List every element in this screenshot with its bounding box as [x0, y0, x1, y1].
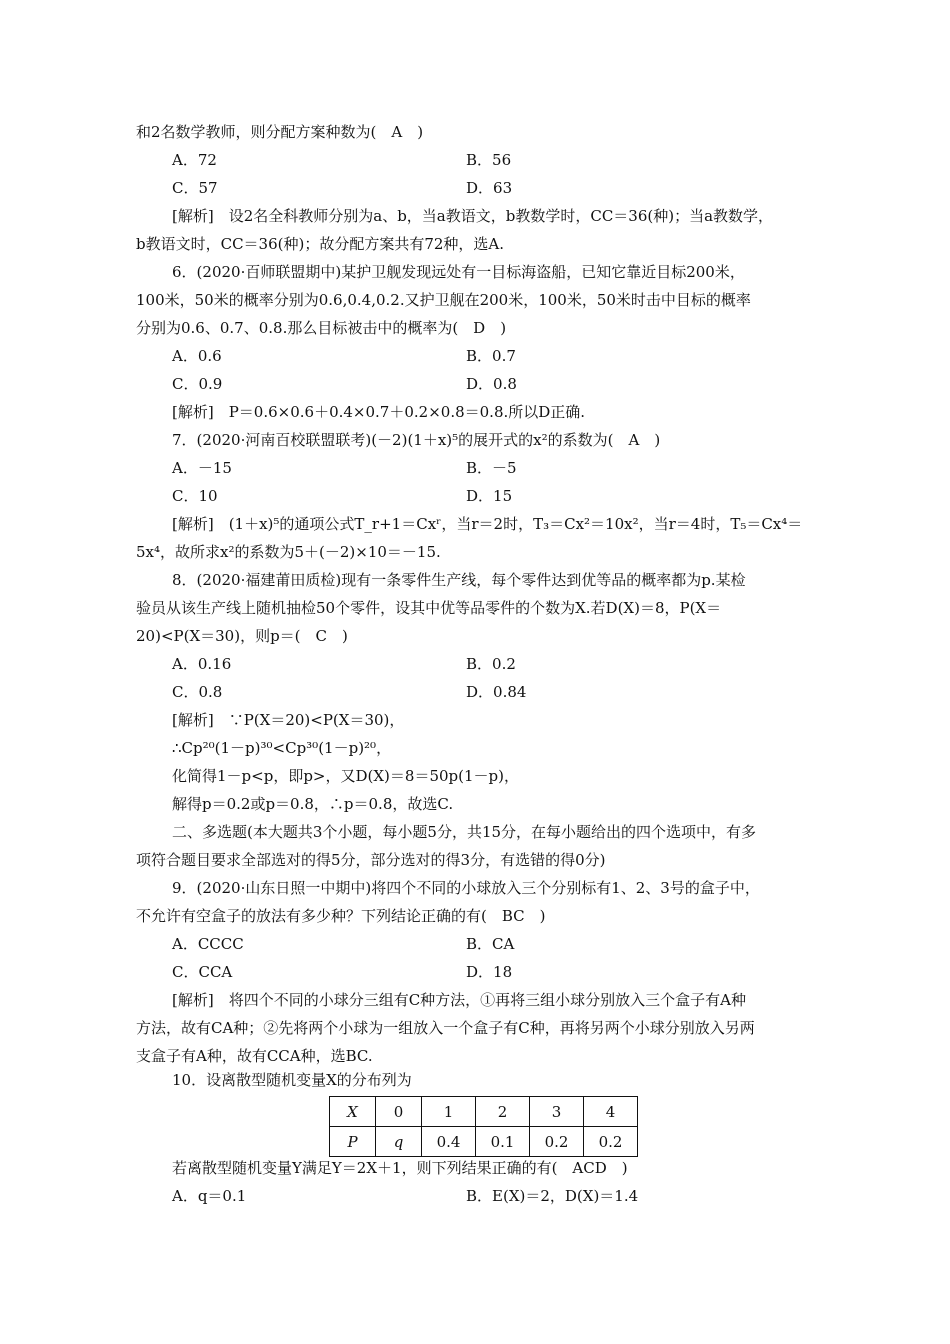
- text-line: A．－15: [172, 459, 232, 477]
- text-line: C．CCA: [172, 963, 233, 981]
- text-line: B．0.7: [466, 347, 516, 365]
- table-cell: 1: [422, 1097, 476, 1127]
- text-line: 化简得1－p<p，即p>，又D(X)＝8＝50p(1－p)，: [172, 767, 519, 785]
- text-line: [解析] 设2名全科教师分别为a、b，当a教语文，b教数学时，CC＝36(种)；当a教数学，: [172, 207, 774, 225]
- text-line: A．q＝0.1: [172, 1187, 247, 1205]
- text-line: [解析] P＝0.6×0.6＋0.4×0.7＋0.2×0.8＝0.8.所以D正确.: [172, 403, 586, 421]
- table-cell: 0.1: [476, 1127, 530, 1157]
- text-line: 8．(2020·福建莆田质检)现有一条零件生产线，每个零件达到优等品的概率都为p.某检: [172, 571, 746, 589]
- text-line: [解析] ∵P(X＝20)<P(X＝30)，: [172, 711, 405, 729]
- table-cell: 0.2: [584, 1127, 638, 1157]
- table-row: [330, 1127, 638, 1157]
- text-line: 验员从该生产线上随机抽检50个零件，设其中优等品零件的个数为X.若D(X)＝8，P(X＝: [136, 599, 722, 617]
- text-line: 10．设离散型随机变量X的分布列为: [172, 1071, 412, 1089]
- text-line: D．63: [466, 179, 513, 197]
- text-line: A．CCCC: [172, 935, 244, 953]
- text-line: C．10: [172, 487, 218, 505]
- text-line: 9．(2020·山东日照一中期中)将四个不同的小球放入三个分别标有1、2、3号的盒子中，: [172, 879, 760, 897]
- text-line: 支盒子有A种，故有CCA种，选BC.: [136, 1047, 373, 1065]
- text-line: C．0.9: [172, 375, 223, 393]
- text-line: 5x⁴，故所求x²的系数为5＋(－2)×10＝－15.: [136, 543, 441, 561]
- text-line: D．0.8: [466, 375, 517, 393]
- text-line: 二、多选题(本大题共3个小题，每小题5分，共15分，在每小题给出的四个选项中，有多: [172, 823, 757, 841]
- text-line: D．15: [466, 487, 513, 505]
- text-line: D．0.84: [466, 683, 527, 701]
- text-line: D．18: [466, 963, 513, 981]
- table-cell: 0: [376, 1097, 422, 1127]
- text-line: 6．(2020·百师联盟期中)某护卫舰发现远处有一目标海盗船，已知它靠近目标200米，: [172, 263, 745, 281]
- table-cell: 2: [476, 1097, 530, 1127]
- table-cell: 3: [530, 1097, 584, 1127]
- text-line: 20)<P(X＝30)，则p＝( C ): [136, 627, 348, 645]
- text-line: [解析] 将四个不同的小球分三组有C种方法，①再将三组小球分别放入三个盒子有A种: [172, 991, 747, 1009]
- text-line: 不允许有空盒子的放法有多少种？下列结论正确的有( BC ): [136, 907, 546, 925]
- text-line: 项符合题目要求全部选对的得5分，部分选对的得3分，有选错的得0分): [136, 851, 606, 869]
- text-line: 方法，故有CA种；②先将两个小球为一组放入一个盒子有C种，再将另两个小球分别放入另两: [136, 1019, 755, 1037]
- table-row: [330, 1097, 638, 1127]
- text-line: A．0.6: [172, 347, 222, 365]
- text-line: C．57: [172, 179, 218, 197]
- text-line: B．0.2: [466, 655, 516, 673]
- text-line: b教语文时，CC＝36(种)；故分配方案共有72种，选A.: [136, 235, 505, 253]
- table-cell: q: [376, 1127, 422, 1157]
- table-cell: P: [330, 1127, 376, 1157]
- text-line: C．0.8: [172, 683, 223, 701]
- text-line: ∴Cp²⁰(1－p)³⁰<Cp³⁰(1－p)²⁰，: [172, 739, 392, 757]
- table-cell: 0.2: [530, 1127, 584, 1157]
- table-cell: 0.4: [422, 1127, 476, 1157]
- text-line: B．－5: [466, 459, 517, 477]
- table-cell: 4: [584, 1097, 638, 1127]
- distribution-table: [329, 1096, 638, 1157]
- table-cell: X: [330, 1097, 376, 1127]
- text-line: 7．(2020·河南百校联盟联考)(－2)(1＋x)⁵的展开式的x²的系数为( A ): [172, 431, 661, 449]
- text-line: B．E(X)＝2，D(X)＝1.4: [466, 1187, 639, 1205]
- text-line: 和2名数学教师，则分配方案种数为( A ): [136, 123, 424, 141]
- text-line: 若离散型随机变量Y满足Y＝2X＋1，则下列结果正确的有( ACD ): [172, 1159, 628, 1177]
- text-line: A．72: [172, 151, 217, 169]
- text-line: 分别为0.6、0.7、0.8.那么目标被击中的概率为( D ): [136, 319, 507, 337]
- text-line: 解得p＝0.2或p＝0.8，∴p＝0.8，故选C.: [172, 795, 454, 813]
- text-line: B．CA: [466, 935, 515, 953]
- text-line: A．0.16: [172, 655, 232, 673]
- text-line: B．56: [466, 151, 512, 169]
- text-line: [解析] (1＋x)⁵的通项公式T_r+1＝Cxʳ，当r＝2时，T₃＝Cx²＝10x²，当r＝4时，T₅＝Cx⁴＝: [172, 515, 803, 533]
- text-line: 100米，50米的概率分别为0.6,0.4,0.2.又护卫舰在200米，100米，50米时击中目标的概率: [136, 291, 751, 309]
